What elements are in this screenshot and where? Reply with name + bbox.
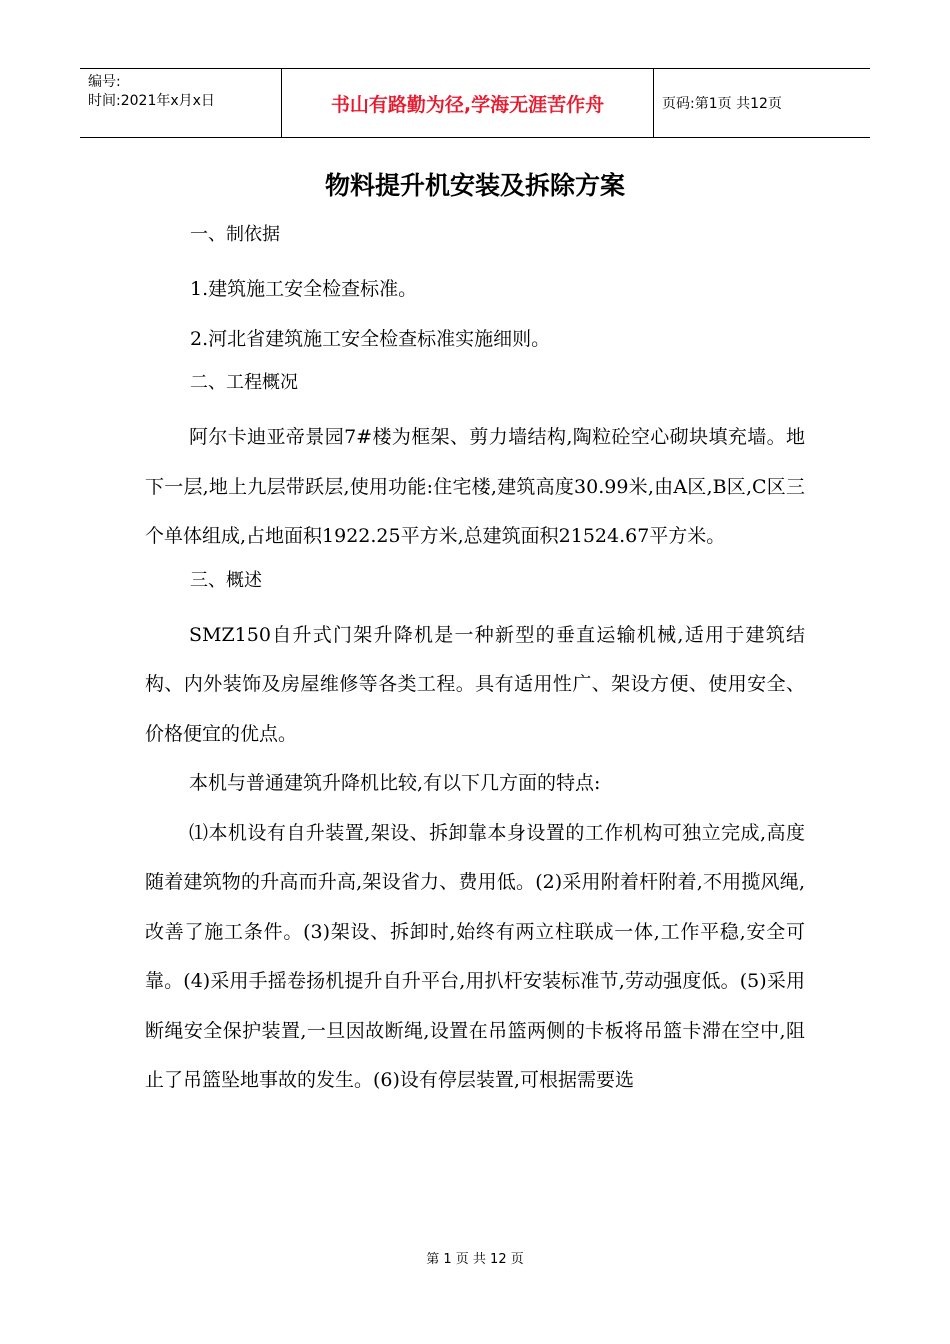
section-heading: 一、制依据 [190,224,280,245]
paragraph: 2.河北省建筑施工安全检查标准实施细则。 [190,327,551,350]
paragraph: 本机与普通建筑升降机比较,有以下几方面的特点: [189,772,601,794]
header-motto: 书山有路勤为径,学海无涯苦作舟 [282,69,654,137]
document-body [145,216,805,1106]
number-label: 编号: [88,74,121,90]
page-footer: 第 1 页 共 12 页 [426,1252,524,1267]
paragraph: SMZ150自升式门架升降机是一种新型的垂直运输机械,适用于建筑结构、内外装饰及房屋维修等各类工程。具有适用性广、架设方便、使用安全、价格便宜的优点。 [145,623,805,745]
paragraph: 阿尔卡迪亚帝景园7#楼为框架、剪力墙结构,陶粒砼空心砌块填充墙。地下一层,地上九层带跃层,使用功能:住宅楼,建筑高度30.99米,由A区,B区,C区三个单体组成,占地面积1922.25平方米,总建筑面积21524.67平方米。 [145,426,805,547]
header-page-info: 页码:第1页 共12页 [662,96,782,112]
section-heading: 二、工程概况 [190,372,298,393]
paragraph: ⑴本机设有自升装置,架设、拆卸靠本身设置的工作机构可独立完成,高度随着建筑物的升高而升高,架设省力、费用低。(2)采用附着杆附着,不用揽风绳,改善了施工条件。(3)架设、拆卸时,始终有两立柱联成一体,工作平稳,安全可靠。(4)采用手摇卷扬机提升自升平台,用扒杆安装标准节,劳动强度低。(5)采用断绳安全保护装置,一旦因故断绳,设置在吊篮两侧的卡板将吊篮卡滞在空中,阻止了吊篮坠地事故的发生。(6)设有停层装置,可根据需要选 [145,821,805,1091]
document-title: 物料提升机安装及拆除方案 [324,171,625,200]
section-heading: 三、概述 [190,569,262,591]
header-meta [80,69,282,137]
date-label: 时间:2021年x月x日 [88,93,215,109]
header-table [80,68,870,138]
paragraph: 1.建筑施工安全检查标准。 [190,278,418,300]
